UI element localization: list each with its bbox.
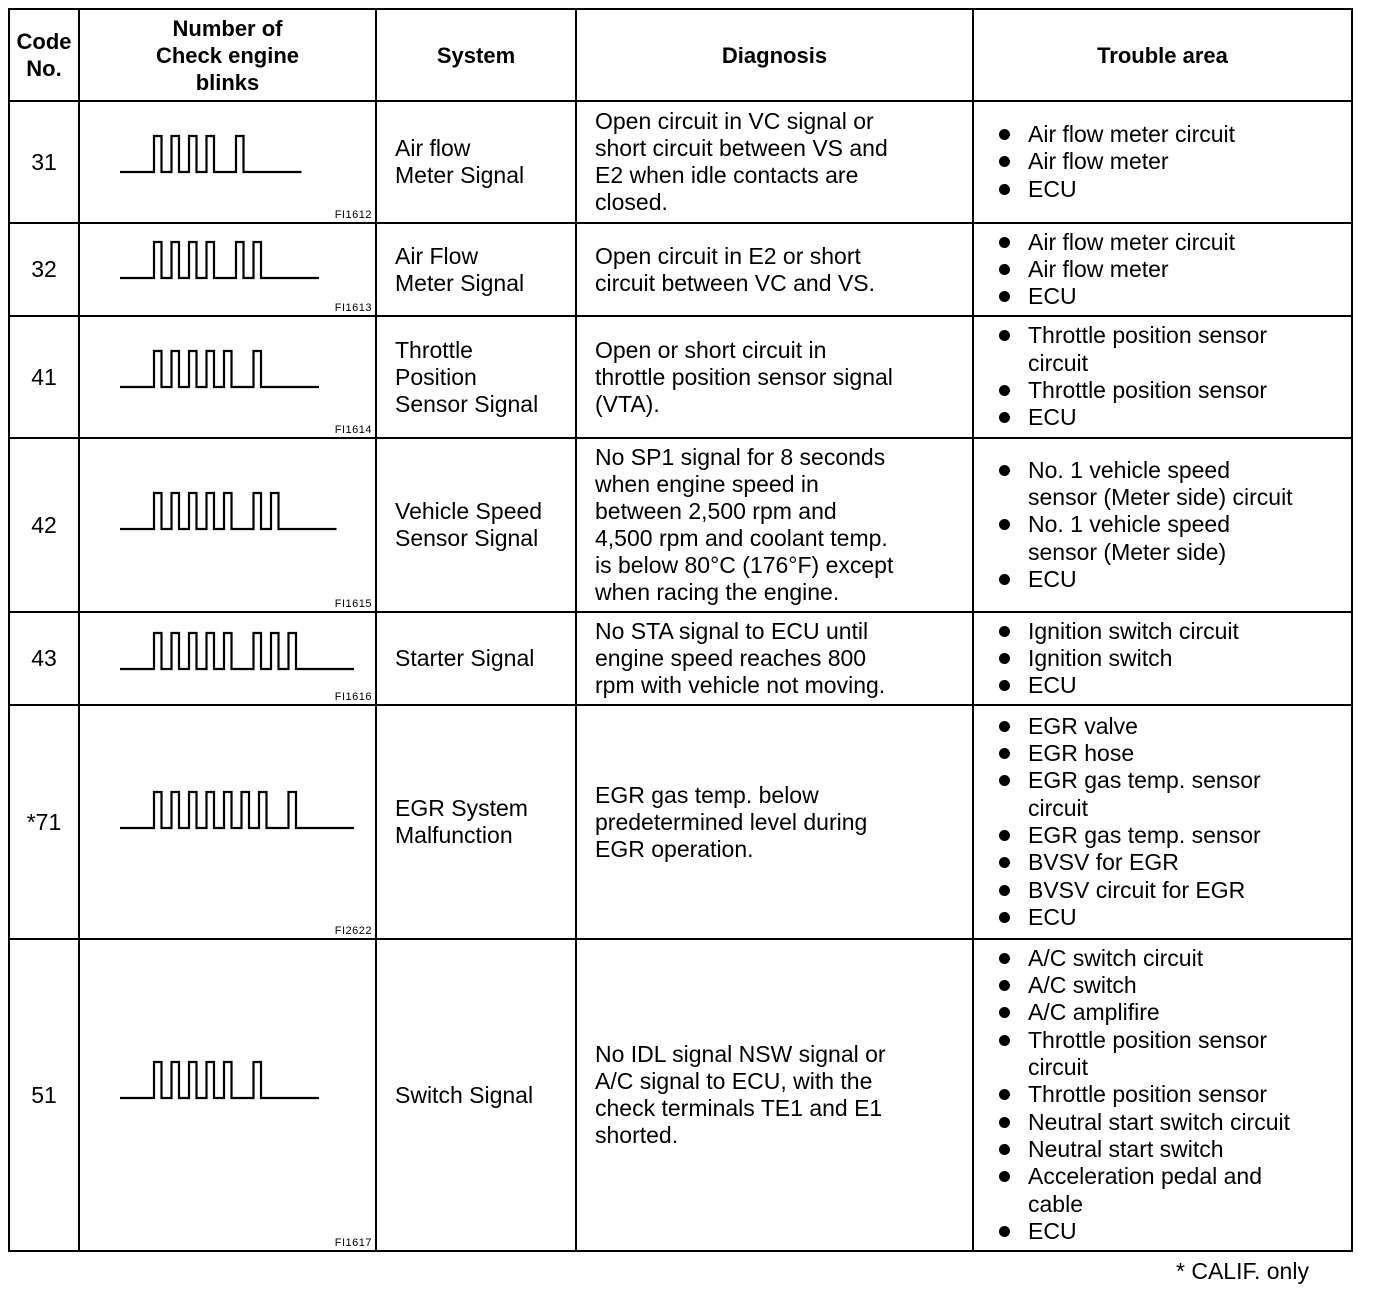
trouble-item-line: Throttle position sensor: [1028, 1026, 1268, 1053]
blink-pattern-cell: [79, 438, 376, 612]
trouble-item: A/C switch circuit: [996, 945, 1351, 972]
diagnostic-code-table: [8, 8, 1353, 1252]
figure-id: FI1616: [334, 691, 372, 703]
diagnosis-cell: [576, 438, 973, 612]
trouble-item: A/C amplifire: [996, 999, 1351, 1026]
code-number: 43: [9, 612, 79, 705]
system-line: Sensor Signal: [395, 390, 539, 417]
trouble-item: [996, 322, 1351, 377]
diagnosis-line: A/C signal to ECU, with the: [595, 1068, 873, 1094]
trouble-item: [996, 511, 1351, 566]
header-blinks: Number of Check engine blinks: [79, 9, 376, 101]
trouble-item-line: circuit: [1028, 349, 1089, 376]
code-number: 41: [9, 316, 79, 438]
blink-pattern-graphic: [80, 234, 377, 294]
system-cell: [376, 101, 576, 223]
blink-waveform: [120, 493, 337, 529]
trouble-item: EGR hose: [996, 740, 1351, 767]
figure-id: FI1612: [334, 209, 372, 221]
diagnosis-line: Open circuit in E2 or short: [595, 242, 861, 269]
trouble-list: [996, 945, 1351, 1245]
figure-id: FI1614: [334, 424, 372, 436]
system-line: Meter Signal: [395, 269, 525, 296]
trouble-item: ECU: [996, 176, 1351, 203]
system-cell: [376, 223, 576, 316]
diagnosis-line: EGR operation.: [595, 835, 754, 862]
trouble-item: [996, 457, 1351, 512]
figure-id: FI1613: [334, 302, 372, 314]
trouble-item-line: No. 1 vehicle speed: [1028, 511, 1231, 538]
trouble-list: [996, 121, 1351, 203]
table-body: [9, 101, 1352, 1251]
diagnosis-line: check terminals TE1 and E1: [595, 1095, 883, 1121]
system-line: Sensor Signal: [395, 525, 539, 551]
header-trouble-area: Trouble area: [973, 9, 1352, 101]
diagnosis-line: rpm with vehicle not moving.: [595, 672, 886, 698]
trouble-list: [996, 457, 1351, 593]
trouble-item: Throttle position sensor: [996, 377, 1351, 404]
code-number: 32: [9, 223, 79, 316]
diagnosis-line: between 2,500 rpm and: [595, 498, 837, 524]
trouble-item: ECU: [996, 1218, 1351, 1245]
header-diagnosis: Diagnosis: [576, 9, 973, 101]
system-cell: [376, 438, 576, 612]
trouble-item: [996, 767, 1351, 822]
trouble-item-line: circuit: [1028, 794, 1089, 821]
trouble-item: Neutral start switch: [996, 1136, 1351, 1163]
trouble-item: Ignition switch: [996, 645, 1351, 672]
system-line: Vehicle Speed: [395, 498, 543, 524]
blink-waveform: [120, 633, 354, 669]
blink-pattern-graphic: [80, 343, 377, 403]
trouble-item: Throttle position sensor: [996, 1081, 1351, 1108]
diagnosis-line: throttle position sensor signal: [595, 363, 893, 390]
diagnosis-line: Open or short circuit in: [595, 336, 827, 363]
trouble-item-line: circuit: [1028, 1054, 1089, 1081]
diagnosis-line: No SP1 signal for 8 seconds: [595, 444, 886, 470]
trouble-item: EGR gas temp. sensor: [996, 822, 1351, 849]
trouble-item-line: Acceleration pedal and: [1028, 1163, 1262, 1190]
diagnosis-line: closed.: [595, 189, 668, 215]
diagnosis-line: short circuit between VS and: [595, 135, 888, 161]
code-number: 31: [9, 101, 79, 223]
table-row: [9, 705, 1352, 939]
trouble-item: ECU: [996, 904, 1351, 931]
trouble-item-line: No. 1 vehicle speed: [1028, 456, 1231, 483]
diagnosis-line: EGR gas temp. below: [595, 781, 819, 808]
diagnosis-line: Open circuit in VC signal or: [595, 108, 874, 134]
trouble-area-cell: [973, 705, 1352, 939]
blink-pattern-graphic: [80, 625, 377, 685]
trouble-item-line: cable: [1028, 1190, 1083, 1217]
system-line: Malfunction: [395, 822, 513, 848]
table-row: [9, 101, 1352, 223]
diagnosis-line: when racing the engine.: [595, 579, 840, 605]
trouble-item: ECU: [996, 404, 1351, 431]
code-number: *71: [9, 705, 79, 939]
trouble-item: BVSV for EGR: [996, 849, 1351, 876]
diagnosis-line: engine speed reaches 800: [595, 645, 867, 671]
diagnosis-line: circuit between VC and VS.: [595, 269, 875, 296]
table-row: [9, 316, 1352, 438]
trouble-area-cell: [973, 438, 1352, 612]
diagnosis-line: E2 when idle contacts are: [595, 162, 859, 188]
trouble-item: EGR valve: [996, 713, 1351, 740]
diagnosis-cell: [576, 612, 973, 705]
system-cell: [376, 939, 576, 1251]
blink-pattern-cell: [79, 223, 376, 316]
blink-pattern-cell: [79, 939, 376, 1251]
system-line: Throttle: [395, 336, 473, 363]
diagnosis-cell: [576, 939, 973, 1251]
trouble-list: [996, 618, 1351, 700]
figure-id: FI1617: [334, 1237, 372, 1249]
diagnosis-line: predetermined level during: [595, 808, 868, 835]
blink-pattern-cell: [79, 612, 376, 705]
blink-pattern-graphic: [80, 784, 377, 844]
table-row: [9, 438, 1352, 612]
diagnosis-cell: [576, 316, 973, 438]
system-line: Switch Signal: [395, 1081, 534, 1108]
blink-waveform: [120, 351, 319, 387]
diagnosis-line: 4,500 rpm and coolant temp.: [595, 525, 888, 551]
trouble-list: [996, 322, 1351, 431]
system-line: Air Flow: [395, 242, 479, 269]
trouble-area-cell: [973, 939, 1352, 1251]
trouble-item: BVSV circuit for EGR: [996, 877, 1351, 904]
table-row: [9, 223, 1352, 316]
system-cell: [376, 612, 576, 705]
blink-waveform: [120, 136, 302, 172]
trouble-item: A/C switch: [996, 972, 1351, 999]
diagnosis-cell: [576, 705, 973, 939]
header-code-no: Code No.: [9, 9, 79, 101]
trouble-item: [996, 1163, 1351, 1218]
blink-pattern-graphic: [80, 485, 377, 545]
blink-pattern-cell: [79, 705, 376, 939]
system-line: Air flow: [395, 135, 471, 161]
blink-pattern-graphic: [80, 128, 377, 188]
system-line: Meter Signal: [395, 162, 525, 188]
trouble-item: ECU: [996, 283, 1351, 310]
trouble-item: Air flow meter: [996, 256, 1351, 283]
trouble-area-cell: [973, 612, 1352, 705]
header-row: [9, 9, 1352, 101]
trouble-list: [996, 713, 1351, 931]
trouble-item: [996, 1027, 1351, 1082]
trouble-item: Neutral start switch circuit: [996, 1109, 1351, 1136]
trouble-item: Air flow meter: [996, 148, 1351, 175]
trouble-item: ECU: [996, 566, 1351, 593]
trouble-item-line: EGR gas temp. sensor: [1028, 767, 1261, 794]
system-line: Starter Signal: [395, 645, 535, 671]
blink-pattern-cell: [79, 101, 376, 223]
trouble-area-cell: [973, 101, 1352, 223]
diagnosis-line: when engine speed in: [595, 471, 819, 497]
table-row: [9, 612, 1352, 705]
table-row: [9, 939, 1352, 1251]
system-line: EGR System: [395, 795, 528, 821]
diagnosis-line: is below 80°C (176°F) except: [595, 552, 894, 578]
diagnosis-line: No STA signal to ECU until: [595, 618, 869, 644]
trouble-item-line: sensor (Meter side): [1028, 538, 1227, 565]
diagnosis-cell: [576, 223, 973, 316]
system-cell: [376, 705, 576, 939]
trouble-area-cell: [973, 316, 1352, 438]
blink-waveform: [120, 792, 354, 828]
figure-id: FI2622: [334, 925, 372, 937]
trouble-item-line: sensor (Meter side) circuit: [1028, 484, 1293, 511]
system-line: Position: [395, 363, 477, 390]
diagnosis-line: shorted.: [595, 1122, 679, 1148]
system-cell: [376, 316, 576, 438]
footnote: * CALIF. only: [1176, 1258, 1309, 1284]
blink-pattern-graphic: [80, 1054, 377, 1114]
blink-waveform: [120, 242, 319, 278]
diagnosis-cell: [576, 101, 973, 223]
blink-waveform: [120, 1062, 319, 1098]
blink-pattern-cell: [79, 316, 376, 438]
header-system: System: [376, 9, 576, 101]
trouble-item: Air flow meter circuit: [996, 229, 1351, 256]
code-number: 51: [9, 939, 79, 1251]
diagnosis-line: No IDL signal NSW signal or: [595, 1041, 886, 1067]
figure-id: FI1615: [334, 598, 372, 610]
trouble-list: [996, 229, 1351, 311]
trouble-item-line: Throttle position sensor: [1028, 322, 1268, 349]
code-number: 42: [9, 438, 79, 612]
diagnosis-line: (VTA).: [595, 390, 660, 417]
trouble-item: ECU: [996, 672, 1351, 699]
trouble-area-cell: [973, 223, 1352, 316]
trouble-item: Air flow meter circuit: [996, 121, 1351, 148]
trouble-item: Ignition switch circuit: [996, 618, 1351, 645]
